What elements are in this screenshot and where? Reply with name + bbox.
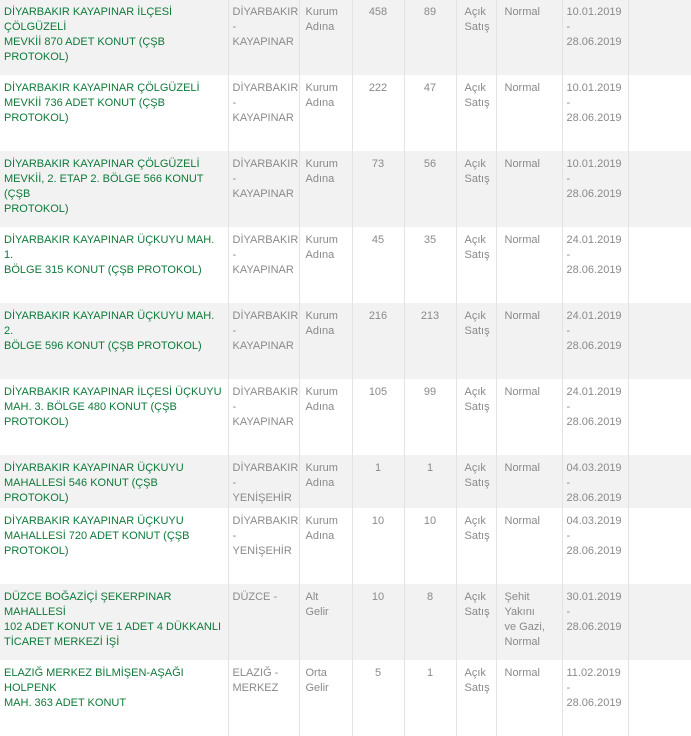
applicant-category: [496, 0, 562, 75]
project-name-link[interactable]: [4, 81, 224, 126]
sale-period-line: 28.06.2019: [566, 112, 622, 124]
table-row[interactable]: [0, 508, 691, 584]
project-name: [0, 379, 228, 455]
project-location-line: DİYARBAKIR: [232, 82, 299, 94]
project-name-line: DİYARBAKIR KAYAPINAR ÜÇKUYU: [4, 462, 184, 474]
table-row[interactable]: [0, 227, 691, 303]
applicant-category-line: Normal: [504, 82, 540, 94]
sale-status: [456, 584, 496, 660]
remaining-count-cell: [404, 379, 456, 455]
unit-count: 105: [368, 386, 388, 398]
project-name-line: DİYARBAKIR KAYAPINAR ÜÇKUYU MAH. 2.: [4, 310, 215, 337]
sale-status: [456, 508, 496, 584]
project-type: [299, 0, 352, 75]
unit-count: 45: [371, 234, 385, 246]
applicant-category: [496, 303, 562, 379]
table-row[interactable]: [0, 303, 691, 379]
project-name: [0, 660, 228, 736]
remaining-count-cell: [404, 0, 456, 75]
project-location: [228, 660, 299, 736]
applicant-category: [496, 508, 562, 584]
sale-period: [562, 75, 628, 151]
unit-count: 10: [371, 591, 385, 603]
project-name-link[interactable]: [4, 5, 224, 65]
project-name-link[interactable]: [4, 514, 224, 559]
empty-cell: [628, 584, 691, 660]
sale-period-line: 28.06.2019: [566, 340, 622, 352]
sale-status-line: Satış: [464, 249, 490, 261]
sale-period: [562, 508, 628, 584]
sale-period-line: -: [566, 173, 571, 185]
sale-period: [562, 660, 628, 736]
project-location-line: DİYARBAKIR: [232, 234, 299, 246]
unit-count: 1: [374, 462, 382, 474]
project-location: [228, 75, 299, 151]
remaining-count: 1: [426, 462, 434, 474]
project-type-line: Kurum: [305, 386, 338, 398]
sale-period-line: 10.01.2019: [566, 158, 622, 170]
project-type: [299, 227, 352, 303]
project-name-line: MEVKİİ 870 ADET KONUT (ÇŞB PROTOKOL): [4, 36, 165, 63]
project-type-line: Adına: [305, 249, 335, 261]
project-name-link[interactable]: [4, 233, 224, 278]
remaining-count-cell: [404, 303, 456, 379]
sale-period-line: 10.01.2019: [566, 6, 622, 18]
project-name-link[interactable]: [4, 385, 224, 430]
sale-status-line: Satış: [464, 401, 490, 413]
sale-status-line: Açık: [464, 82, 486, 94]
sale-status: [456, 75, 496, 151]
project-name-line: DİYARBAKIR KAYAPINAR İLÇESİ ÜÇKUYU: [4, 386, 222, 398]
remaining-count: 99: [423, 386, 437, 398]
empty-cell: [628, 379, 691, 455]
project-type: [299, 303, 352, 379]
unit-count: 216: [368, 310, 388, 322]
sale-period-line: -: [566, 325, 571, 337]
sale-status-line: Satış: [464, 530, 490, 542]
project-name: [0, 508, 228, 584]
empty-cell: [628, 455, 691, 508]
applicant-category-line: Normal: [504, 386, 540, 398]
unit-count-cell: [352, 455, 404, 508]
sale-status-line: Açık: [464, 591, 486, 603]
unit-count-cell: [352, 508, 404, 584]
applicant-category-line: Normal: [504, 462, 540, 474]
project-type: [299, 660, 352, 736]
project-type-line: Gelir: [305, 682, 329, 694]
sale-status-line: Açık: [464, 234, 486, 246]
project-location: [228, 379, 299, 455]
project-name: [0, 0, 228, 75]
project-location: [228, 508, 299, 584]
sale-status-line: Satış: [464, 606, 490, 618]
sale-status: [456, 660, 496, 736]
project-name-link[interactable]: [4, 666, 224, 711]
empty-cell: [628, 508, 691, 584]
applicant-category-line: Normal: [504, 310, 540, 322]
applicant-category: [496, 455, 562, 508]
project-name-link[interactable]: [4, 309, 224, 354]
project-location-line: DİYARBAKIR: [232, 158, 299, 170]
remaining-count: 10: [423, 515, 437, 527]
project-name-line: DİYARBAKIR KAYAPINAR İLÇESİ ÇÖLGÜZELİ: [4, 6, 173, 33]
project-name-line: MEVKİİ, 2. ETAP 2. BÖLGE 566 KONUT (ÇŞB: [4, 173, 204, 200]
project-location-line: -: [232, 325, 237, 337]
sale-period-line: 28.06.2019: [566, 621, 622, 633]
sale-period-line: 24.01.2019: [566, 234, 622, 246]
table-row[interactable]: [0, 75, 691, 151]
empty-cell: [628, 660, 691, 736]
empty-cell: [628, 303, 691, 379]
sale-period: [562, 0, 628, 75]
project-name-line: PROTOKOL): [4, 545, 69, 557]
sale-period-line: -: [566, 97, 571, 109]
project-name-line: 102 ADET KONUT VE 1 ADET 4 DÜKKANLI: [4, 621, 222, 633]
project-location-line: - YENİŞEHİR: [232, 477, 292, 504]
remaining-count: 89: [423, 6, 437, 18]
project-location-line: MERKEZ: [232, 682, 279, 694]
project-location-line: - YENİŞEHİR: [232, 530, 292, 557]
project-type-line: Gelir: [305, 606, 329, 618]
table-row[interactable]: [0, 379, 691, 455]
remaining-count: 213: [420, 310, 440, 322]
project-type-line: Adına: [305, 173, 335, 185]
unit-count: 458: [368, 6, 388, 18]
sale-status-line: Açık: [464, 515, 486, 527]
project-name-line: PROTOKOL): [4, 416, 69, 428]
project-name-line: BÖLGE 315 KONUT (ÇŞB PROTOKOL): [4, 264, 202, 276]
sale-period-line: 28.06.2019: [566, 264, 622, 276]
sale-status-line: Satış: [464, 173, 490, 185]
project-name-line: BÖLGE 596 KONUT (ÇŞB PROTOKOL): [4, 340, 202, 352]
project-name: [0, 584, 228, 660]
project-location: [228, 227, 299, 303]
unit-count-cell: [352, 151, 404, 227]
sale-status-line: Açık: [464, 6, 486, 18]
project-type-line: Adına: [305, 97, 335, 109]
project-location-line: -: [232, 173, 237, 185]
unit-count: 10: [371, 515, 385, 527]
applicant-category-line: Şehit Yakını: [504, 591, 535, 618]
project-type: [299, 151, 352, 227]
project-name-line: ELAZIĞ MERKEZ BİLMİŞEN-AŞAĞI HOLPENK: [4, 667, 184, 694]
project-location-line: KAYAPINAR: [232, 188, 294, 200]
project-location-line: DİYARBAKIR: [232, 386, 299, 398]
unit-count-cell: [352, 0, 404, 75]
sale-period-line: 30.01.2019: [566, 591, 622, 603]
sale-status-line: Açık: [464, 667, 486, 679]
project-location-line: -: [232, 401, 237, 413]
table-row[interactable]: [0, 0, 691, 75]
remaining-count: 1: [426, 667, 434, 679]
project-name-line: MAH. 363 ADET KONUT: [4, 697, 127, 709]
project-type-line: Kurum: [305, 6, 338, 18]
project-type: [299, 455, 352, 508]
sale-period-line: -: [566, 477, 571, 489]
project-name-line: MAHALLESİ 720 ADET KONUT (ÇŞB: [4, 530, 190, 542]
sale-status-line: Açık: [464, 386, 486, 398]
sale-period-line: 28.06.2019: [566, 697, 622, 709]
sale-period: [562, 584, 628, 660]
project-type-line: Adına: [305, 401, 335, 413]
empty-cell: [628, 151, 691, 227]
remaining-count-cell: [404, 151, 456, 227]
project-type: [299, 508, 352, 584]
project-type-line: Alt: [305, 591, 319, 603]
unit-count-cell: [352, 303, 404, 379]
sale-status: [456, 0, 496, 75]
project-location-line: KAYAPINAR: [232, 416, 294, 428]
project-name: [0, 75, 228, 151]
sale-period-line: 04.03.2019: [566, 515, 622, 527]
sale-status-line: Açık: [464, 310, 486, 322]
sale-period-line: 04.03.2019: [566, 462, 622, 474]
sale-period-line: -: [566, 21, 571, 33]
project-name: [0, 151, 228, 227]
remaining-count: 8: [426, 591, 434, 603]
sale-status-line: Satış: [464, 21, 490, 33]
unit-count-cell: [352, 75, 404, 151]
sale-status: [456, 151, 496, 227]
sale-status: [456, 227, 496, 303]
sale-period-line: 24.01.2019: [566, 310, 622, 322]
project-name-line: DİYARBAKIR KAYAPINAR ÇÖLGÜZELİ: [4, 158, 200, 170]
sale-status: [456, 379, 496, 455]
applicant-category: [496, 584, 562, 660]
sale-period-line: 28.06.2019: [566, 492, 622, 504]
sale-period: [562, 379, 628, 455]
project-type-line: Kurum: [305, 515, 338, 527]
sale-period-line: 10.01.2019: [566, 82, 622, 94]
empty-cell: [628, 0, 691, 75]
table-row[interactable]: [0, 584, 691, 660]
project-type: [299, 584, 352, 660]
remaining-count-cell: [404, 455, 456, 508]
project-location-line: KAYAPINAR: [232, 264, 294, 276]
project-name-line: PROTOKOL): [4, 203, 69, 215]
project-location: [228, 303, 299, 379]
empty-cell: [628, 227, 691, 303]
applicant-category: [496, 75, 562, 151]
table-row[interactable]: [0, 151, 691, 227]
sale-period-line: -: [566, 682, 571, 694]
project-type-line: Kurum: [305, 234, 338, 246]
sale-period-line: 28.06.2019: [566, 416, 622, 428]
sale-period-line: 28.06.2019: [566, 36, 622, 48]
project-name-line: MAHALLESİ 546 KONUT (ÇŞB PROTOKOL): [4, 477, 158, 504]
project-type-line: Adına: [305, 477, 335, 489]
sale-status-line: Satış: [464, 97, 490, 109]
project-location-line: -: [232, 21, 237, 33]
project-name-line: DİYARBAKIR KAYAPINAR ÜÇKUYU MAH. 1.: [4, 234, 215, 261]
remaining-count-cell: [404, 75, 456, 151]
sale-period-line: -: [566, 606, 571, 618]
applicant-category: [496, 379, 562, 455]
sale-status-line: Açık: [464, 462, 486, 474]
project-location: [228, 584, 299, 660]
sale-status-line: Satış: [464, 682, 490, 694]
project-type-line: Orta: [305, 667, 327, 679]
unit-count-cell: [352, 660, 404, 736]
sale-period-line: 24.01.2019: [566, 386, 622, 398]
table-row[interactable]: [0, 455, 691, 508]
remaining-count: 35: [423, 234, 437, 246]
sale-period: [562, 227, 628, 303]
project-name: [0, 455, 228, 508]
project-type-line: Adına: [305, 325, 335, 337]
project-location-line: -: [232, 249, 237, 261]
sale-period: [562, 455, 628, 508]
project-location-line: DÜZCE -: [232, 591, 278, 603]
sale-period: [562, 303, 628, 379]
project-name-line: DÜZCE BOĞAZİÇİ ŞEKERPINAR MAHALLESİ: [4, 591, 172, 618]
project-location-line: DİYARBAKIR: [232, 6, 299, 18]
sale-status: [456, 455, 496, 508]
sale-status-line: Açık: [464, 158, 486, 170]
remaining-count-cell: [404, 508, 456, 584]
project-location: [228, 455, 299, 508]
applicant-category-line: Normal: [504, 234, 540, 246]
applicant-category-line: Normal: [504, 667, 540, 679]
project-location: [228, 151, 299, 227]
project-name-link[interactable]: [4, 157, 224, 217]
project-name-line: DİYARBAKIR KAYAPINAR ÇÖLGÜZELİ: [4, 82, 200, 94]
table-row[interactable]: [0, 660, 691, 736]
project-location-line: DİYARBAKIR: [232, 462, 299, 474]
remaining-count: 47: [423, 82, 437, 94]
project-name-line: MAH. 3. BÖLGE 480 KONUT (ÇŞB: [4, 401, 177, 413]
sale-period-line: 28.06.2019: [566, 188, 622, 200]
sale-status-line: Satış: [464, 477, 490, 489]
project-location-line: -: [232, 97, 237, 109]
project-name-link[interactable]: [4, 461, 224, 506]
project-type-line: Kurum: [305, 82, 338, 94]
applicant-category-line: Normal: [504, 158, 540, 170]
project-location-line: DİYARBAKIR: [232, 515, 299, 527]
remaining-count-cell: [404, 584, 456, 660]
project-name-line: DİYARBAKIR KAYAPINAR ÜÇKUYU: [4, 515, 184, 527]
unit-count: 73: [371, 158, 385, 170]
project-location-line: KAYAPINAR: [232, 340, 294, 352]
applicant-category-line: Normal: [504, 6, 540, 18]
unit-count-cell: [352, 379, 404, 455]
sale-status-line: Satış: [464, 325, 490, 337]
remaining-count-cell: [404, 660, 456, 736]
project-type-line: Kurum: [305, 462, 338, 474]
remaining-count: 56: [423, 158, 437, 170]
sale-period-line: 11.02.2019: [566, 667, 621, 679]
project-name-link[interactable]: [4, 590, 224, 650]
sale-period-line: -: [566, 530, 571, 542]
applicant-category-line: Normal: [504, 515, 540, 527]
unit-count-cell: [352, 584, 404, 660]
applicant-category: [496, 151, 562, 227]
project-location-line: DİYARBAKIR: [232, 310, 299, 322]
sale-period-line: 28.06.2019: [566, 545, 622, 557]
applicant-category-line: ve Gazi,: [504, 621, 545, 633]
applicant-category: [496, 660, 562, 736]
project-type-line: Adına: [305, 530, 335, 542]
project-location-line: KAYAPINAR: [232, 36, 294, 48]
project-type-line: Kurum: [305, 310, 338, 322]
project-location: [228, 0, 299, 75]
unit-count: 222: [368, 82, 388, 94]
project-type: [299, 75, 352, 151]
project-type: [299, 379, 352, 455]
sale-status: [456, 303, 496, 379]
sale-period-line: -: [566, 249, 571, 261]
remaining-count-cell: [404, 227, 456, 303]
project-name-line: MEVKİİ 736 ADET KONUT (ÇŞB PROTOKOL): [4, 97, 165, 124]
project-name: [0, 303, 228, 379]
project-name: [0, 227, 228, 303]
empty-cell: [628, 75, 691, 151]
project-location-line: ELAZIĞ -: [232, 667, 279, 679]
unit-count-cell: [352, 227, 404, 303]
sale-period-line: -: [566, 401, 571, 413]
applicant-category-line: Normal: [504, 636, 540, 648]
project-type-line: Adına: [305, 21, 335, 33]
project-location-line: KAYAPINAR: [232, 112, 294, 124]
sale-period: [562, 151, 628, 227]
project-type-line: Kurum: [305, 158, 338, 170]
project-name-line: TİCARET MERKEZİ İŞİ: [4, 636, 120, 648]
applicant-category: [496, 227, 562, 303]
unit-count: 5: [374, 667, 382, 679]
